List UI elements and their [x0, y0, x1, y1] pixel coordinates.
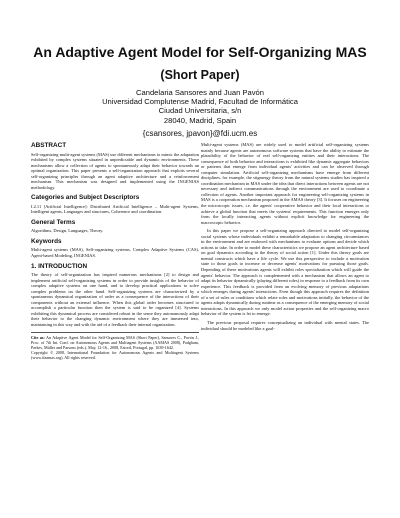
paper-subtitle: (Short Paper): [160, 68, 240, 82]
left-column: [31, 142, 199, 360]
keywords-heading: Keywords: [31, 237, 62, 245]
categories-text: I.2.11 [Artificial Intelligence]: Distributed Artificial Intelligence – Multi-agent Systems, Intelligent agents, Languages and structures, Coherence and coordination.: [31, 203, 199, 215]
keywords-text: Multi-agent systems (MAS), Self-organizing systems, Complex Adaptive Systems (CAS), Agent-based Modeling, INGENIAS.: [31, 247, 199, 259]
introduction-heading: 1. INTRODUCTION: [31, 262, 88, 270]
general-terms-text: Algorithms, Design, Languages, Theory.: [31, 228, 104, 234]
abstract-heading: ABSTRACT: [31, 142, 67, 149]
cite-text: An Adaptive Agent Model for Self-Organizing MAS (Short Paper), Sansores C., Pavón J., Proc. of 7th Int. Conf. on Autonomous Agents and Multiagent Systems (AAMAS 2008), Padgham, Parkes, Müller and Parsons (eds.), May, 12-16., 2008, Estoril, Portugal, pp. 1639-1642.: [31, 334, 199, 350]
author-block: [0, 88, 400, 138]
author-address-line1: Ciudad Universitaria, s/n: [158, 106, 242, 116]
copyright-block: [31, 332, 199, 360]
paper-title: An Adaptive Agent Model for Self-Organizing MAS: [33, 44, 367, 60]
copyright-notice: Copyright © 2008, International Foundation for Autonomous Agents and Multiagent Systems (www.ifaamas.org). All rights reserved.: [31, 349, 199, 360]
introduction-text: The theory of self-organization has inspired numerous mechanisms [2] to design and implement artificial self-organizing systems in order to provide insights of the behavior of complex adaptive systems on one hand, and to develop practical applications to solve complex problems on the other hand. Self-organizing systems are characterized by a spontaneous dynamical organization of order as a consequence of the interactions of their components without an external influence. When this global order becomes structured to accomplish a particular function then the system is said to be organized [4]. Systems exhibiting this dynamical process are considered robust in the sense they autonomously adapt their behavior to the changing dynamic environment where they are immersed into, maintaining in this way and with the aid of a feedback their internal organization.: [31, 272, 199, 327]
right-paragraph-3: The previous proposal requires conceptualizing an individual with mental states. The individual should be modeled like a goal-: [201, 319, 369, 331]
author-names: Candelaria Sansores and Juan Pavón: [136, 88, 264, 97]
abstract-text: Self-organizing multi-agent systems (MAS) use different mechanisms to mimic the adaptation exhibited by complex systems situated in unpredictable and dynamic environments. These mechanisms allow a collection of agents to spontaneously adapt their behavior towards an optimal organization. This paper presents a self-organization approach that exploits several self-organizing principles through an agent adaptive architecture and a reinforcement mechanism. This mechanism was designed and implemented using the INGENIAS methodology.: [31, 151, 199, 190]
author-address-line2: 28040, Madrid, Spain: [163, 115, 237, 125]
right-column: [201, 142, 369, 334]
author-emails: {csansores, jpavon}@fdi.ucm.es: [142, 128, 258, 138]
categories-heading: Categories and Subject Descriptors: [31, 194, 140, 202]
general-terms-heading: General Terms: [31, 218, 76, 226]
right-paragraph-2: In this paper we propose a self-organizing approach directed to model self-organizing social systems whose individuals exhibit a remarkable adaptation to changing circumstances in the environment and are endowed with mechanisms to evaluate options and decide which actions to take. In order to model these characteristics we propose an agent architecture based on goal dynamics according to the theory of social action [1]. Under this theory goals are mental constructs which have a life cycle. We use this perspective to include a motivation state to those goals to increase or decrease agents' motivations for pursuing those goals. Depending of these motivations agents will exhibit roles specialization which will guide the agents' behavior. The approach is complemented with a mechanism that allows an agent to adapt its behavior dynamically (playing different roles) in response to a feedback from its own experience. This feedback is provided from an evolving memory of previous adaptations which emerges during agents' interactions. Even though this approach requires the definition of a set of rules or conditions which relate roles and motivations initially, the behavior of the agents adapts dynamically during runtime as a consequence of the emerging memory of social interactions. In this approach we only model action properties and the self-organizing macro behavior of the system is let to emerge.: [201, 228, 369, 317]
cite-label: Cite as:: [31, 334, 45, 340]
right-paragraph-1: Multi-agent systems (MAS) are widely used to model artificial self-organizing systems mainly because agents are autonomous software systems that have the ability to estimate the plausibility of the behavior of real self-organizing entities and their interactions. The consequence of both behavior and interactions is exhibited like dynamic aggregate behaviors or patterns that emerge from individual agents' activities and can be observed through computer simulation. Artificial self-organizing mechanisms have emerge from different disciplines, for example, the stigmergy theory from the natural systems studies has inspired a coordination mechanism in MAS under the idea that direct interactions between agents are not necessary and indirect communications through the environment are used to coordinate a collection of agents. Another important approach for engineering self-organizing systems in MAS is a cooperation mechanism proposed in the AMAS theory [3]. It focuses on engineering the microscopic issues, i.e. the agents' cooperative behavior and their local interactions to achieve a global function that meets the systems' requirements. This function emerges only from the locally interacting agents without explicit knowledge for engineering the macroscopic behavior.: [201, 142, 369, 225]
author-affiliation: Universidad Complutense Madrid, Facultad de Informática: [102, 97, 298, 107]
cite-line: [31, 335, 199, 350]
